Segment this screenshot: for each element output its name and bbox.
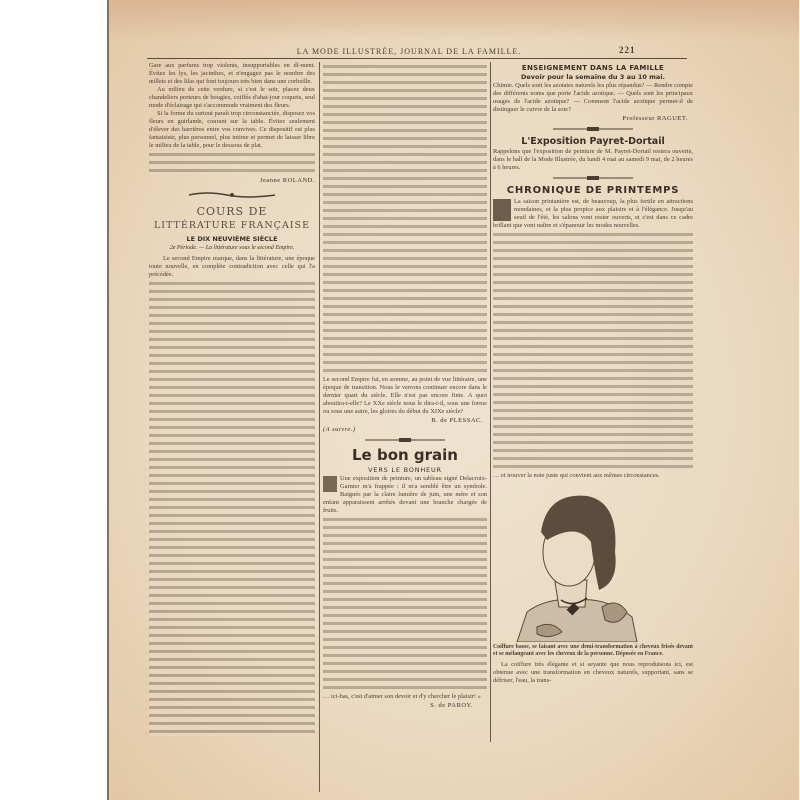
page-number: 221 [619,45,636,55]
course-title-line1: COURS DE [196,205,268,218]
chronicle-paragraph: … et trouver la note juste qui convient aux mêmes circonstances. [493,472,660,479]
to-be-continued: (A suivre.) [323,426,356,433]
text-block [323,63,487,375]
chronicle-body [493,198,693,230]
course-period: 2e Période. — La littérature sous le second Empire. [169,245,295,251]
text-block [149,151,315,175]
column-1 [149,62,315,737]
signature: B. de PLESSAC. [431,417,483,424]
column-3 [493,63,693,685]
text-block [149,280,315,736]
story-subtitle: VERS LE BONHEUR [368,466,442,474]
signature: Jeanne ROLAND. [259,177,315,184]
text-block [493,231,693,471]
ornament-divider [553,175,633,181]
text-block [323,516,487,692]
chronicle-body-text: La saison printanière est, de beaucoup, la plus fertile en attractions mondaines, et la plus propice aux plaisirs et à l'élégance. Jusqu'au seuil de l'été, les salons vont rester ouverts, et c'est dans ce cadre brillant que vont naître et s'épanouir les modes nouvelles. [493,198,693,229]
article-paragraph: Le second Empire fut, en somme, au point de vue littéraire, une époque de transition. Nous le verrons continuer encore dans le dernier quart du siècle. Elle n'est pas encore finie. A quoi aboutira-t-elle? Le XXe siècle nous le dira-t-il, sous une forme ou sous une autre, les gloires du début du XIXe siècle? [323,376,487,415]
assignment-text: Chimie. Quels sont les azotates naturels les plus répandus? — Rendre compte des différents noms que porte l'acide azotique. — Quels sont les principaux usages de l'acide azotique? — Comment l'acide azotique permet-il de distinguer le cuivre de la soie? [493,82,693,113]
assignment-heading: Devoir pour la semaine du 3 au 10 mai. [520,73,666,81]
article-paragraph: Si la forme du surtout paraît trop circonstanciée, disposez vos fleurs en guirlande, courant sur la table. Évitez seulement d'élever des barrières entre vos convives. Ce dispositif est plus fantaisiste, plus personnel, plus intime et permet de laisser libre le milieu de la table, pour le dessous de plat. [149,110,315,149]
expo-title: L'Exposition Payret-Dortail [521,136,665,147]
story-end: … ici-bas, c'est d'aimer son devoir et d'y chercher le plaisir! » [323,693,481,700]
section-title: ENSEIGNEMENT DANS LA FAMILLE [521,64,665,72]
ornament-divider [553,126,633,132]
story-body-text: Une exposition de peinture, un tableau signé Delacroix-Garnier m'a frappée : il m'a semblé être un symbole. Baignés par la claire lumière de juin, une mère et son enfant apparaissent arrêtés devant une branche chargée de fruits. [323,475,487,514]
figure-caption: Coiffure basse, se faisant avec une demi-transformation à cheveux frisés devant et se mélangeant avec les cheveux de la personne. Déposée en France. [493,644,693,657]
running-title: LA MODE ILLUSTRÉE, JOURNAL DE LA FAMILLE. [296,47,522,56]
article-paragraph: Gare aux parfums trop violents, insupportables en dî-ment. Évitez les lys, les jacinthes, et n'engagez pas le nombre des œillets et des lilas qui font toujours très bien dans une corbeille. [149,62,315,85]
header-rule [147,58,687,59]
course-title-line2: LITTÉRATURE FRANÇAISE [153,220,311,231]
column-divider [319,62,320,792]
ornament-divider [187,191,277,199]
signature: Professeur RAGUET. [622,115,688,122]
signature: S. de PAROY. [430,702,473,709]
chronicle-title: CHRONIQUE DE PRINTEMPS [506,185,680,196]
article-paragraph: Au milieu de cette verdure, si c'est le soir, placez deux chandeliers porteurs de bougies, coiffés d'abat-jour coquets, seul mode d'éclairage qui s'accommode vraiment des fleurs. [149,86,315,109]
newspaper-page [107,0,799,800]
column-2 [323,62,487,710]
course-body: Le second Empire marque, dans la littérature, une époque toute nouvelle, en complète contradiction avec celle qui l'a précédée. [149,255,315,278]
drop-cap-ornament [493,199,511,221]
course-subtitle: LE DIX NEUVIÈME SIÈCLE [186,235,278,243]
story-body [323,475,487,515]
column-divider [490,62,491,742]
expo-text: Rappelons que l'exposition de peinture de M. Payret-Dortail restera ouverte, dans le hall de la Mode Illustrée, du lundi 4 mai au samedi 9 mai, de 2 heures à 6 heures. [493,148,693,171]
chronicle-paragraph: La coiffure très élégante et si seyante que nous reproduisons ici, est obtenue avec une transformation en cheveux naturels, supportant, sans se défriser, l'eau, la trans- [493,661,693,684]
ornament-divider [365,437,445,443]
woman-portrait-illustration [507,482,647,642]
drop-cap-ornament [323,476,337,492]
story-title: Le bon grain [352,446,458,464]
